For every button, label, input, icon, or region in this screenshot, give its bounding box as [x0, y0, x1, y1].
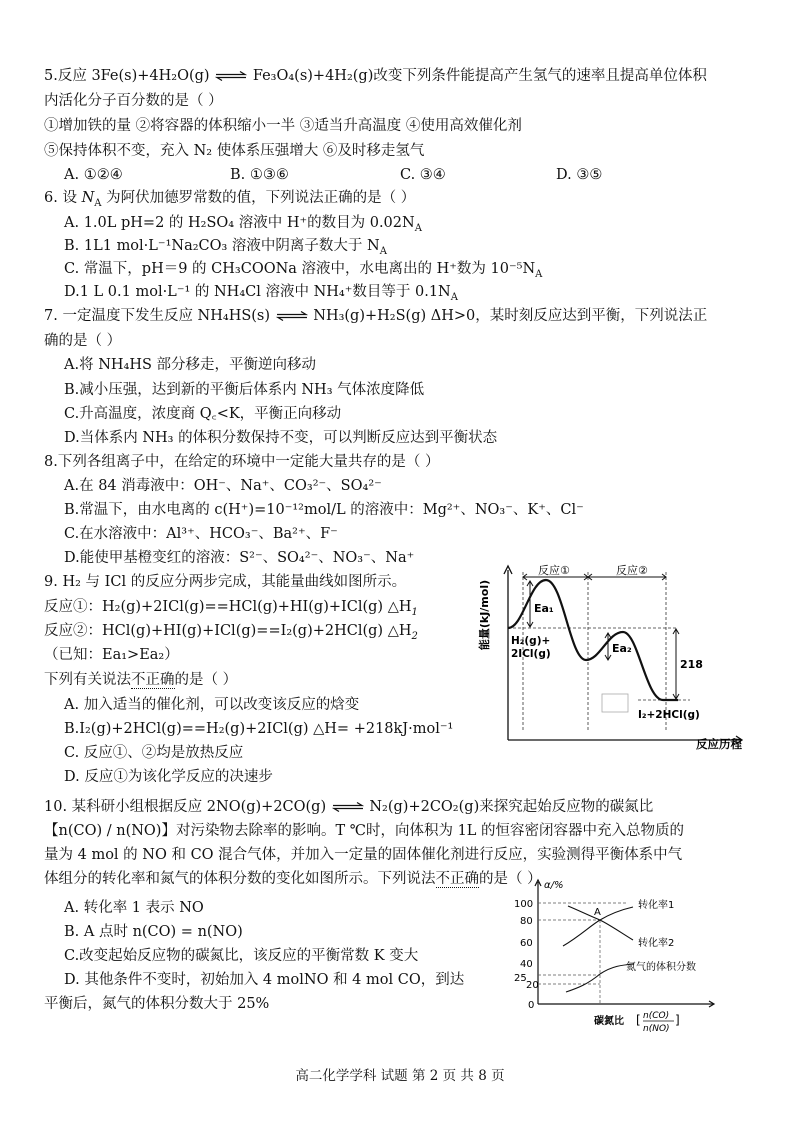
q6-option-b-sub: A: [379, 245, 387, 257]
q6-na-symbol: N: [81, 190, 95, 206]
q7-stem-line2: 确的是（ ）: [44, 333, 122, 349]
step-1-label: 反应①: [538, 564, 570, 577]
q5-conditions-1: ①增加铁的量 ②将容器的体积缩小一半 ③适当升高温度 ④使用高效催化剂: [44, 118, 522, 134]
q6-option-c: [64, 259, 542, 285]
q8-option-b: B.常温下，由水电离的 c(H⁺)=10⁻¹²mol/L 的溶液中：Mg²⁺、NO₃⁻、K⁺、Cl⁻: [64, 502, 584, 518]
q9-option-b: B.I₂(g)+2HCl(g)==H₂(g)+2ICl(g) △H= +218kJ·mol⁻¹: [64, 721, 454, 737]
fraction-denominator: n(NO): [643, 1024, 670, 1034]
q5-conditions-2: ⑤保持体积不变，充入 N₂ 使体系压强增大 ⑥及时移走氢气: [44, 143, 425, 159]
q6-stem-rest: 为阿伏加德罗常数的值，下列说法正确的是（ ）: [101, 190, 416, 206]
ea1-label: Ea₁: [534, 602, 554, 615]
q6-option-c-sub: A: [535, 268, 543, 280]
q5-option-c: C. ③④: [400, 167, 446, 183]
step-2-label: 反应②: [616, 564, 648, 577]
q7-option-b: B.减小压强，达到新的平衡后体系内 NH₃ 气体浓度降低: [64, 382, 425, 398]
q10-option-b: B. A 点时 n(CO) = n(NO): [64, 924, 243, 940]
energy-profile-diagram: [478, 560, 748, 750]
q6-option-b-text: B. 1L1 mol·L⁻¹Na₂CO₃ 溶液中阴离子数大于 N: [64, 238, 380, 254]
equilibrium-arrow-icon: [275, 311, 309, 321]
q9-question-a: 下列有关说法: [44, 672, 131, 688]
equilibrium-arrow-icon: [331, 802, 365, 812]
q10-line-1: [44, 797, 653, 817]
q9-reaction-1-text: 反应①：H₂(g)+2ICl(g)==HCl(g)+HI(g)+ICl(g) △H: [44, 599, 412, 615]
q10-emphasis: 不正确: [435, 871, 479, 887]
q9-reaction-1: [44, 597, 418, 623]
tick-40: 40: [520, 959, 533, 970]
q10-line-1-a: 10. 某科研小组根据反应 2NO(g)+2CO(g): [44, 799, 327, 815]
reactant-label-2: 2ICl(g): [511, 648, 551, 660]
page-footer: 高二化学学科 试题 第 2 页 共 8 页: [295, 1068, 505, 1084]
q9-known: （已知：Ea₁>Ea₂）: [44, 647, 179, 663]
reactant-label-1: H₂(g)+: [511, 635, 551, 647]
q6-na-sub: A: [94, 197, 102, 209]
q7-stem-line1: [44, 306, 707, 326]
q10-line-3: 量为 4 mol 的 NO 和 CO 混合气体，并加入一定量的固体催化剂进行反应，实验测得平衡体系中气: [44, 847, 683, 863]
q5-stem-line2: 内活化分子百分数的是（ ）: [44, 93, 223, 109]
q8-option-a: A.在 84 消毒液中：OH⁻、Na⁺、CO₃²⁻、SO₄²⁻: [64, 478, 382, 494]
q10-option-d-line2: 平衡后，氮气的体积分数大于 25%: [44, 996, 270, 1012]
q5-option-b: B. ①③⑥: [230, 167, 289, 183]
series-conversion-1: 转化率1: [638, 900, 675, 911]
point-a-label: A: [594, 907, 601, 918]
alpha-axis-label: α/%: [544, 880, 564, 891]
tick-80: 80: [520, 916, 533, 927]
q6-option-c-text: C. 常温下，pH＝9 的 CH₃COONa 溶液中，水电离出的 H⁺数为 10⁻⁵N: [64, 261, 536, 277]
q6-option-a-text: A. 1.0L pH=2 的 H₂SO₄ 溶液中 H⁺的数目为 0.02N: [64, 215, 415, 231]
q9-reaction-2-sub: 2: [411, 630, 418, 642]
q5-stem-part: Fe₃O₄(s)+4H₂(g)改变下列条件能提高产生氢气的速率且提高单位体积: [252, 68, 707, 84]
q10-line-4-c: 的是（ ）: [479, 871, 542, 887]
q10-line-4: [44, 869, 542, 889]
q9-question-emphasis: 不正确: [131, 672, 175, 688]
x-axis-label: 碳氮比: [594, 1016, 624, 1027]
q6-option-b: [64, 236, 387, 262]
q5-stem-line1: [44, 66, 707, 86]
q9-stem: 9. H₂ 与 ICl 的反应分两步完成，其能量曲线如图所示。: [44, 574, 407, 590]
q10-option-d-line1: D. 其他条件不变时，初始加入 4 molNO 和 4 mol CO，到达: [64, 972, 465, 988]
q9-reaction-2-text: 反应②：HCl(g)+HI(g)+ICl(g)==I₂(g)+2HCl(g) △H: [44, 623, 412, 639]
energy-axis-label: 能量(kJ/mol): [478, 579, 491, 651]
fraction-numerator: n(CO): [643, 1011, 670, 1021]
q7-stem-part: NH₃(g)+H₂S(g) ΔH>0，某时刻反应达到平衡，下列说法正: [313, 308, 708, 324]
q10-line-1-b: N₂(g)+2CO₂(g)来探究起始反应物的碳氮比: [369, 799, 654, 815]
q9-question: [44, 670, 237, 690]
bracket-open: [: [636, 1013, 641, 1027]
reaction-path-label: 反应历程: [696, 737, 742, 750]
q10-option-a: A. 转化率 1 表示 NO: [64, 900, 204, 916]
q10-option-c: C.改变起始反应物的碳氮比，该反应的平衡常数 K 变大: [64, 948, 419, 964]
bracket-close: ]: [675, 1013, 680, 1027]
q6-option-d-text: D.1 L 0.1 mol·L⁻¹ 的 NH₄Cl 溶液中 NH₄⁺数目等于 0.1N: [64, 284, 451, 300]
tick-20: 20: [526, 980, 539, 991]
q8-stem: 8.下列各组离子中，在给定的环境中一定能大量共存的是（ ）: [44, 454, 440, 470]
ea2-label: Ea₂: [612, 642, 632, 655]
q7-option-c: C.升高温度，浓度商 Q꜀<K，平衡正向移动: [64, 406, 342, 422]
tick-60: 60: [520, 938, 533, 949]
q6-stem-num: 6. 设: [44, 190, 82, 206]
q8-option-c: C.在水溶液中：Al³⁺、HCO₃⁻、Ba²⁺、F⁻: [64, 526, 338, 542]
q9-option-c: C. 反应①、②均是放热反应: [64, 745, 244, 761]
equilibrium-arrow-icon: [214, 71, 248, 81]
q10-line-2: 【n(CO) / n(NO)】对污染物去除率的影响。T ℃时，向体积为 1L 的恒容密闭容器中充入总物质的: [44, 823, 685, 839]
q5-option-a: A. ①②④: [64, 167, 123, 183]
q8-option-d: D.能使甲基橙变红的溶液：S²⁻、SO₄²⁻、NO₃⁻、Na⁺: [64, 550, 415, 566]
q6-stem: [44, 188, 415, 214]
q7-stem-part: 7. 一定温度下发生反应 NH₄HS(s): [44, 308, 271, 324]
q6-option-d-sub: A: [450, 291, 458, 303]
tick-100: 100: [514, 899, 534, 910]
q5-stem-part: 5.反应 3Fe(s)+4H₂O(g): [44, 68, 210, 84]
q9-reaction-2: [44, 621, 418, 647]
series-conversion-2: 转化率2: [638, 938, 675, 949]
tick-0: 0: [528, 1000, 535, 1011]
q7-option-d: D.当体系内 NH₃ 的体积分数保持不变，可以判断反应达到平衡状态: [64, 430, 498, 446]
q6-option-d: [64, 282, 458, 308]
q9-question-c: 的是（ ）: [174, 672, 238, 688]
q6-option-a-sub: A: [414, 222, 422, 234]
tick-25: 25: [514, 973, 527, 984]
q6-option-a: [64, 213, 422, 239]
q9-reaction-1-sub: 1: [411, 606, 418, 618]
q9-option-a: A. 加入适当的催化剂，可以改变该反应的焓变: [64, 697, 360, 713]
q9-option-d: D. 反应①为该化学反应的决速步: [64, 769, 273, 785]
conversion-chart: [508, 868, 740, 1034]
q10-line-4-a: 体组分的转化率和氮气的体积分数的变化如图所示。下列说法: [44, 871, 436, 887]
series-n2-fraction: 氮气的体积分数: [626, 962, 696, 973]
q5-option-d: D. ③⑤: [556, 167, 603, 183]
product-label: I₂+2HCl(g): [638, 709, 700, 721]
q7-option-a: A.将 NH₄HS 部分移走，平衡逆向移动: [64, 357, 317, 373]
delta-h-label: 218: [680, 658, 703, 671]
